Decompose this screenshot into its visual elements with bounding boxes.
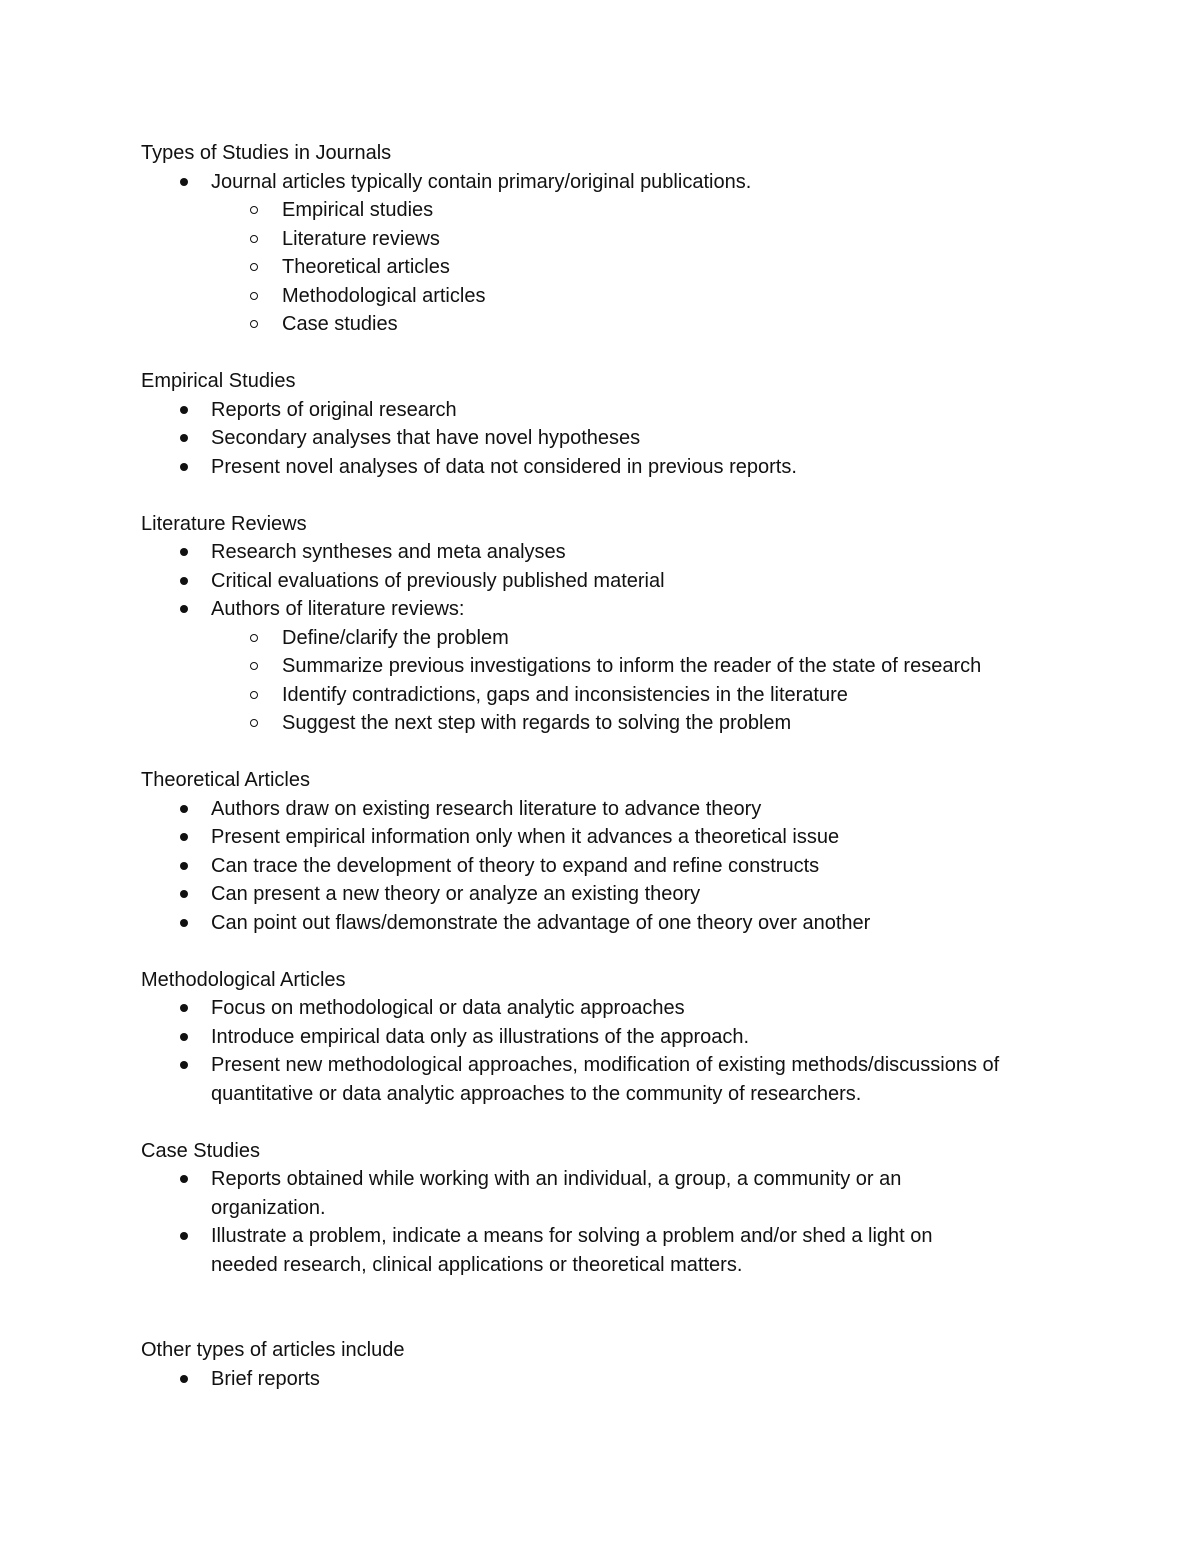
section-literature-reviews bbox=[141, 510, 1101, 738]
bullet-list bbox=[141, 538, 1101, 738]
bullet-list bbox=[141, 396, 1101, 482]
section-theoretical-articles bbox=[141, 766, 1101, 937]
list-item bbox=[141, 168, 1101, 339]
sub-bullet-list bbox=[141, 196, 1101, 339]
list-item-text: Authors of literature reviews: bbox=[211, 598, 465, 620]
list-item: Reports obtained while working with an individual, a group, a community or an organization. bbox=[141, 1165, 1101, 1222]
list-item: Secondary analyses that have novel hypotheses bbox=[141, 424, 1101, 453]
bullet-list bbox=[141, 1365, 1101, 1394]
list-item: Can trace the development of theory to expand and refine constructs bbox=[141, 852, 1101, 881]
list-item: Present novel analyses of data not considered in previous reports. bbox=[141, 453, 1101, 482]
sub-list-item: Theoretical articles bbox=[141, 253, 1101, 282]
sub-list-item: Case studies bbox=[141, 310, 1101, 339]
sub-list-item: Suggest the next step with regards to solving the problem bbox=[141, 709, 1101, 738]
list-item: Authors draw on existing research literature to advance theory bbox=[141, 795, 1101, 824]
list-item: Reports of original research bbox=[141, 396, 1101, 425]
list-item: Present new methodological approaches, modification of existing methods/discussions of quantitative or data analytic approaches to the community of researchers. bbox=[141, 1051, 1101, 1108]
list-item: Present empirical information only when it advances a theoretical issue bbox=[141, 823, 1101, 852]
section-heading: Case Studies bbox=[141, 1139, 260, 1162]
section-heading: Methodological Articles bbox=[141, 968, 346, 991]
document-body bbox=[141, 139, 1101, 1393]
list-item: Can present a new theory or analyze an existing theory bbox=[141, 880, 1101, 909]
list-item: Illustrate a problem, indicate a means for solving a problem and/or shed a light on needed research, clinical applications or theoretical matters. bbox=[141, 1222, 1101, 1279]
section-heading: Theoretical Articles bbox=[141, 769, 310, 791]
list-item: Introduce empirical data only as illustrations of the approach. bbox=[141, 1023, 1101, 1052]
list-item: Focus on methodological or data analytic approaches bbox=[141, 994, 1101, 1023]
section-heading: Types of Studies in Journals bbox=[141, 142, 392, 164]
sub-list-item: Identify contradictions, gaps and inconsistencies in the literature bbox=[141, 681, 1101, 710]
list-item bbox=[141, 595, 1101, 738]
section-heading: Literature Reviews bbox=[141, 512, 307, 535]
section-heading: Empirical Studies bbox=[141, 370, 296, 392]
section-case-studies bbox=[141, 1137, 1101, 1280]
sub-list-item: Literature reviews bbox=[141, 225, 1101, 254]
bullet-list bbox=[141, 994, 1101, 1108]
section-heading: Other types of articles include bbox=[141, 1339, 405, 1361]
section-empirical-studies bbox=[141, 367, 1101, 481]
bullet-list bbox=[141, 795, 1101, 938]
list-item: Can point out flaws/demonstrate the advantage of one theory over another bbox=[141, 909, 1101, 938]
section-types-of-studies bbox=[141, 139, 1101, 339]
section-methodological-articles bbox=[141, 966, 1101, 1109]
sub-list-item: Methodological articles bbox=[141, 282, 1101, 311]
list-item: Critical evaluations of previously published material bbox=[141, 567, 1101, 596]
list-item: Research syntheses and meta analyses bbox=[141, 538, 1101, 567]
bullet-list bbox=[141, 168, 1101, 339]
list-item: Brief reports bbox=[141, 1365, 1101, 1394]
bullet-list bbox=[141, 1165, 1101, 1279]
sub-list-item: Empirical studies bbox=[141, 196, 1101, 225]
sub-list-item: Summarize previous investigations to inform the reader of the state of research bbox=[141, 652, 1101, 681]
section-other-types bbox=[141, 1336, 1101, 1393]
sub-bullet-list bbox=[141, 624, 1101, 738]
list-item-text: Journal articles typically contain primary/original publications. bbox=[211, 170, 752, 193]
sub-list-item: Define/clarify the problem bbox=[141, 624, 1101, 653]
